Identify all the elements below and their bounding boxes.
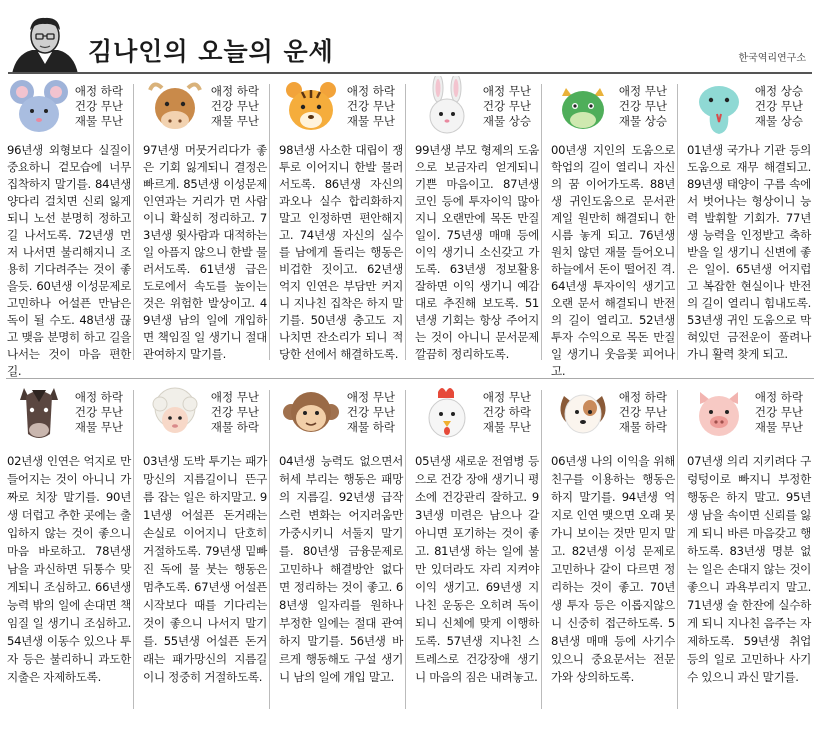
fortune-text: 00년생 지인의 도움으로 학업의 길이 열리니 자신의 꿈 이어가도록. 88년생 귀인도움으로 문서관계일 원만히 해결되니 한시름 놓게 되고. 76년생 원치 않던 재물 들어오니 하늘에서 돈이 떨어진 격. 64년생 투자이익 생기고 오랜 문서 해결되니 반전의 길이 열리고. 52년생 투자 수익으로 목돈 만질 일 생기니 웃음꽃 피어나고. bbox=[551, 143, 675, 378]
status-line: 애정 하락 bbox=[618, 390, 667, 404]
zodiac-column bbox=[136, 76, 267, 376]
status-line: 건강 무난 bbox=[618, 99, 667, 113]
zodiac-column bbox=[408, 76, 539, 376]
column-divider bbox=[133, 390, 134, 709]
fortune-status bbox=[619, 84, 667, 129]
fortune-text: 02년생 인연은 억지로 만들어지는 것이 아니니 가짜로 치장 말기를. 90년생 더럽고 추한 곳에는 출입하지 않는 것이 좋으니 마음 바로하고. 78년생 남을 과신하면 뒤통수 맞게되니 조심하고. 66년생 능력 밖의 일에 손대면 책임질 일 생기니 조심하고. 54년생 이동수 있으나 투자 등은 불리하니 과도한 지출은 자제하도록. bbox=[7, 454, 131, 684]
status-line: 애정 상승 bbox=[754, 84, 803, 98]
zodiac-row-2 bbox=[0, 382, 820, 729]
fortune-status bbox=[347, 390, 395, 435]
status-line: 애정 무난 bbox=[210, 390, 259, 404]
column-divider bbox=[269, 84, 270, 360]
status-line: 애정 무난 bbox=[618, 84, 667, 98]
header bbox=[0, 0, 820, 76]
column-divider bbox=[677, 84, 678, 360]
fortune-text: 03년생 도박 투기는 패가망신의 지름길이니 뜬구름 잡는 일은 하지말고. 91년생 어설픈 돈거래는 손실로 이어지니 단호히 거절하도록. 79년생 밑빠진 독에 물 붓는 행동은 멈추도록. 67년생 어설픈 시작보다 때를 기다리는 것이 좋으니 나서지 말기를. 55년생 어설픈 돈거래는 패가망신의 지름길이니 정중히 거절하도록. bbox=[143, 454, 267, 684]
status-line: 애정 무난 bbox=[482, 84, 531, 98]
status-line: 재물 상승 bbox=[618, 114, 667, 128]
status-line: 애정 하락 bbox=[74, 84, 123, 98]
zodiac-column bbox=[0, 76, 131, 376]
fortune-text: 06년생 나의 이익을 위해 친구를 이용하는 행동은 하지 말기를. 94년생 억지로 인연 맺으면 오래 못가니 보이는 것만 믿지 말고. 82년생 이성 문제로 고민하나 갈이 다르면 정리하는 것이 좋고. 70년생 투자 등은 이롭지않으니 신중히 접근하도록. 58년생 매매 등에 사기수 있으니 중요문서는 전문가와 상의하도록. bbox=[551, 454, 675, 684]
status-line: 재물 무난 bbox=[74, 420, 123, 434]
zodiac-column bbox=[0, 382, 131, 729]
fortune-status bbox=[211, 84, 259, 129]
status-line: 애정 무난 bbox=[346, 390, 395, 404]
sheep-icon bbox=[144, 382, 206, 444]
column-divider bbox=[405, 84, 406, 360]
columnist-portrait-icon bbox=[8, 14, 82, 74]
status-line: 건강 무난 bbox=[74, 405, 123, 419]
mouse-icon bbox=[8, 76, 70, 138]
ox-icon bbox=[144, 76, 206, 138]
fortune-status bbox=[755, 84, 803, 129]
status-line: 재물 하락 bbox=[346, 420, 395, 434]
status-line: 애정 하락 bbox=[74, 390, 123, 404]
column-divider bbox=[677, 390, 678, 709]
fortune-status bbox=[75, 390, 123, 435]
fortune-status bbox=[347, 84, 395, 129]
zodiac-column bbox=[680, 76, 811, 376]
header-divider bbox=[8, 72, 812, 74]
status-line: 건강 하락 bbox=[482, 405, 531, 419]
fortune-status bbox=[619, 390, 667, 435]
row-separator bbox=[6, 378, 814, 379]
fortune-status bbox=[483, 84, 531, 129]
column-divider bbox=[541, 84, 542, 360]
fortune-text: 05년생 새로운 전염병 등으로 건강 장애 생기니 평소에 건강관리 잘하고. 93년생 미련은 남으나 갈 아니면 포기하는 것이 좋고. 81년생 하는 일에 불만 있더라도 자리 지켜야 이익 생기고. 69년생 지나친 운동은 오히려 독이 되니 신체에 맞게 이행하도록. 57년생 지나친 스트레스로 건강장애 생기니 마음의 짐은 내려놓고. bbox=[415, 454, 539, 684]
status-line: 건강 무난 bbox=[346, 405, 395, 419]
pig-icon bbox=[688, 382, 750, 444]
fortune-text: 97년생 머뭇거리다가 좋은 기회 잃게되니 결정은 빠르게. 85년생 이성문제 인연과는 거리가 먼 사람이니 확실히 정리하고. 73년생 윗사람과 대적하는 일 아픔지 않으니 한발 물러서도록. 61년생 급은 도로에서 속도를 높이는 것은 위험한 발상이고. 49년생 남의 일에 개입하면 책임질 일 생기니 절대 관여하지 말기를. bbox=[143, 143, 267, 361]
status-line: 애정 하락 bbox=[346, 84, 395, 98]
zodiac-column bbox=[272, 382, 403, 729]
column-divider bbox=[405, 390, 406, 709]
status-line: 재물 하락 bbox=[210, 420, 259, 434]
fortune-status bbox=[75, 84, 123, 129]
snake-icon bbox=[688, 76, 750, 138]
status-line: 건강 무난 bbox=[754, 99, 803, 113]
tiger-icon bbox=[280, 76, 342, 138]
status-line: 건강 무난 bbox=[210, 99, 259, 113]
dragon-icon bbox=[552, 76, 614, 138]
status-line: 재물 상승 bbox=[482, 114, 531, 128]
zodiac-column bbox=[408, 382, 539, 729]
status-line: 재물 상승 bbox=[754, 114, 803, 128]
status-line: 건강 무난 bbox=[754, 405, 803, 419]
page-title: 김나인의 오늘의 운세 bbox=[88, 37, 334, 66]
horse-icon bbox=[8, 382, 70, 444]
fortune-text: 07년생 의리 지키려다 구렁텅이로 빠지니 부정한 행동은 하지 말고. 95년생 남을 속이면 신뢰를 잃게 되니 바른 마음갖고 행하도록. 83년생 명분 없는 일은 손대지 않는 것이 좋으니 과욕부리지 말고. 71년생 술 한잔에 실수하게 되니 지나친 음주는 자제하도록. 59년생 취업 등의 일로 고민하나 사기수 있으니 과신 말기를. bbox=[687, 454, 811, 684]
status-line: 재물 무난 bbox=[754, 420, 803, 434]
status-line: 건강 무난 bbox=[346, 99, 395, 113]
status-line: 재물 무난 bbox=[74, 114, 123, 128]
monkey-icon bbox=[280, 382, 342, 444]
fortune-text: 01년생 국가나 기관 등의 도움으로 재무 해결되고. 89년생 태양이 구름 속에서 벗어나는 형상이니 능력 발휘할 기회가. 77년생 능력을 인정받고 축하받을 일 생기니 신변에 좋은 일이. 65년생 어지럽고 복잡한 현실이나 반전의 길이 열리니 힘내도록. 53년생 귀인 도움으로 막혀있던 금전운이 풀려나가니 활력 찾게 되고. bbox=[687, 143, 811, 361]
status-line: 재물 무난 bbox=[346, 114, 395, 128]
fortune-text: 98년생 사소한 대립이 쟁투로 이어지니 한발 물러서도록. 86년생 자신의 과오나 실수 합리화하지 말고 인정하면 편안해지고. 74년생 자신의 실수를 남에게 돌리는 행동은 비겁한 짓이고. 62년생 억지 인연은 부담만 커지니 지나친 집착은 하지 말기를. 50년생 충고도 지나치면 잔소리가 되니 적당한 선에서 해결하도록. bbox=[279, 143, 403, 361]
zodiac-column bbox=[136, 382, 267, 729]
zodiac-column bbox=[544, 382, 675, 729]
status-line: 재물 무난 bbox=[210, 114, 259, 128]
zodiac-column bbox=[680, 382, 811, 729]
zodiac-column bbox=[272, 76, 403, 376]
zodiac-row-1 bbox=[0, 76, 820, 376]
status-line: 애정 무난 bbox=[482, 390, 531, 404]
fortune-status bbox=[755, 390, 803, 435]
fortune-text: 04년생 능력도 없으면서 허세 부리는 행동은 패망의 지름길. 92년생 급작스런 변화는 어지러움만 가중시키니 서둘지 말기를. 80년생 금융문제로 고민하나 해결방안 없다면 정리하는 것이 좋고. 68년생 일자리를 원하나 부정한 일에는 절대 관여하지 말기를. 56년생 바르게 행동해도 구설 생기니 남의 일에 개입 말고. bbox=[279, 454, 403, 684]
status-line: 건강 무난 bbox=[482, 99, 531, 113]
fortune-status bbox=[483, 390, 531, 435]
status-line: 애정 하락 bbox=[754, 390, 803, 404]
rabbit-icon bbox=[416, 76, 478, 138]
status-line: 건강 무난 bbox=[618, 405, 667, 419]
status-line: 애정 하락 bbox=[210, 84, 259, 98]
fortune-text: 99년생 부모 형제의 도움으로 보금자리 얻게되니 기쁜 마음이고. 87년생 코인 등에 투자이익 많아지니 오랜만에 목돈 만질 일이. 75년생 매매 등에 이익 생기니 소신갖고 가도록. 63년생 정보활용 잘하면 이익 생기니 예감대로 추진해 보도록. 51년생 기회는 항상 주어지는 것이 아니니 문서문제 깔끔히 정리하도록. bbox=[415, 143, 539, 361]
source-credit: 한국역리연구소 bbox=[738, 53, 806, 64]
fortune-text: 96년생 외형보다 실질이 중요하니 겉모습에 너무 집착하지 말기를. 84년생 양다리 걸치면 신뢰 잃게 되니 노선 분명히 정하고 길 나서도록. 72년생 먼저 나서면 불리해지니 조용히 기다려주는 것이 좋을듯. 60년생 이성문제로 고민하나 어설픈 만남은 독이 될 수도. 48년생 끊고 맺음 분명히 하고 길을 나서는 것이 마음 편한 길. bbox=[7, 143, 131, 378]
column-divider bbox=[133, 84, 134, 360]
dog-icon bbox=[552, 382, 614, 444]
zodiac-column bbox=[544, 76, 675, 376]
column-divider bbox=[269, 390, 270, 709]
status-line: 건강 무난 bbox=[210, 405, 259, 419]
status-line: 재물 무난 bbox=[482, 420, 531, 434]
status-line: 건강 무난 bbox=[74, 99, 123, 113]
fortune-status bbox=[211, 390, 259, 435]
column-divider bbox=[541, 390, 542, 709]
status-line: 재물 하락 bbox=[618, 420, 667, 434]
rooster-icon bbox=[416, 382, 478, 444]
